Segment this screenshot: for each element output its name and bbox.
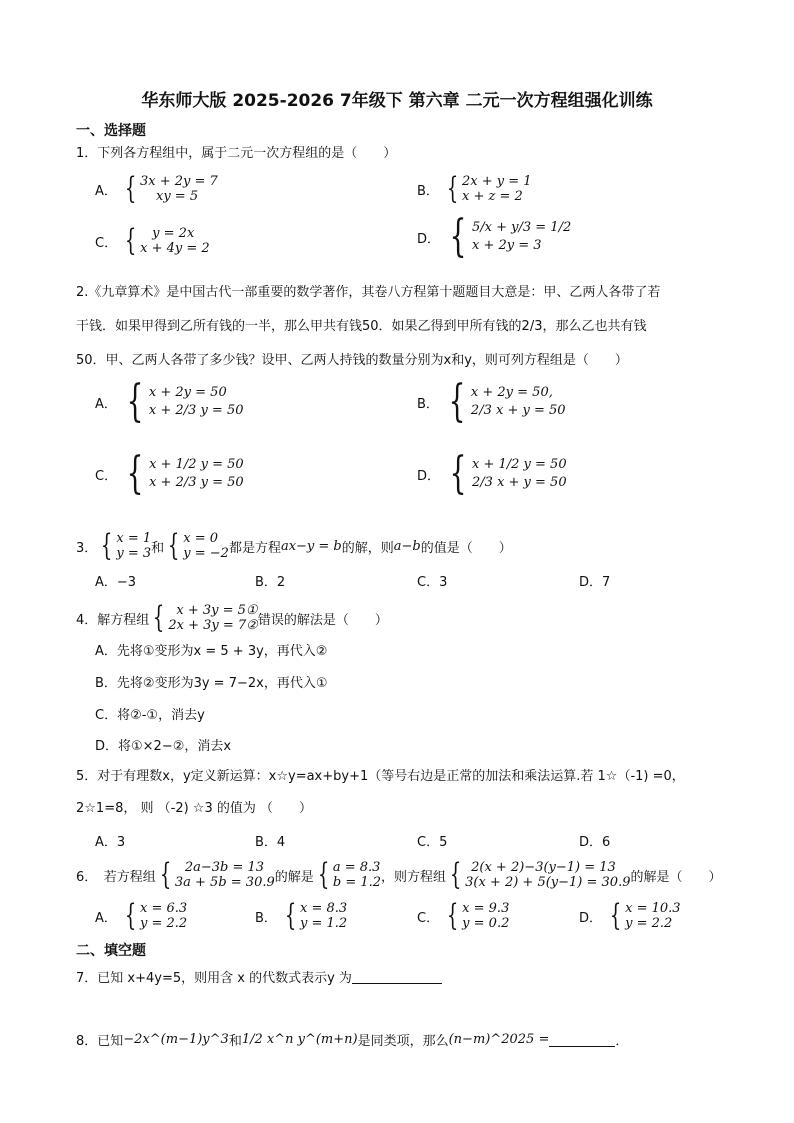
equation: x + 2/3 y = 50 — [149, 475, 244, 490]
question-4-option-b[interactable]: B．先将②变形为3y = 7−2x，再代入① — [95, 676, 328, 691]
question-7 — [76, 967, 442, 986]
option-label: D． — [579, 910, 603, 926]
question-6-option-b[interactable] — [255, 898, 348, 933]
question-2-option-b[interactable] — [417, 376, 566, 427]
brace-icon: { — [284, 898, 297, 933]
question-4-option-d[interactable]: D．将①×2−②，消去x — [95, 739, 232, 754]
question-5-line-2: 2☆1=8， 则 （-2) ☆3 的值为 （ ） — [76, 801, 312, 816]
question-5-option-d[interactable]: D．6 — [579, 835, 611, 850]
equation: y = 0.2 — [462, 916, 510, 931]
stem-text: 的解是（ ） — [630, 869, 722, 885]
question-4-option-a[interactable]: A．先将①变形为x = 5 + 3y，再代入② — [95, 644, 328, 659]
equation: 2x + y = 1 — [462, 174, 532, 189]
equation: a = 8.3 — [332, 860, 381, 875]
brace-icon: { — [449, 857, 462, 892]
stem-text: 错误的解法是（ ） — [257, 612, 388, 628]
question-5-option-b[interactable]: B．4 — [255, 835, 286, 850]
brace-icon: { — [159, 857, 172, 892]
equation: 3(x + 2) + 5(y−1) = 30.9 — [465, 875, 631, 890]
connector-text: 和 — [228, 1034, 242, 1049]
question-5-option-a[interactable]: A．3 — [95, 835, 126, 850]
equation: y = −2 — [183, 546, 229, 561]
question-6-option-c[interactable] — [417, 898, 510, 933]
option-label: D． — [417, 468, 441, 484]
question-2-line-1: 2.《九章算术》是中国古代一部重要的数学著作，其卷八方程第十题题目大意是：甲、乙两人各带了若 — [76, 285, 661, 300]
expression: a−b — [393, 538, 421, 554]
brace-icon: { — [124, 223, 137, 258]
answer-blank[interactable] — [352, 969, 442, 984]
question-4-option-c[interactable]: C．将②-①，消去y — [95, 708, 205, 723]
equation: x = 1 — [116, 531, 152, 546]
equation: x + z = 2 — [462, 189, 523, 204]
question-4-stem — [76, 600, 388, 635]
equation: x = 0 — [183, 531, 219, 546]
equation: y = 1.2 — [300, 916, 348, 931]
brace-icon: { — [167, 528, 180, 563]
brace-icon: { — [153, 600, 165, 635]
equation: x + 1/2 y = 50 — [149, 457, 244, 472]
stem-text: 的值是（ ） — [420, 540, 512, 556]
equation: 2/3 x + y = 50 — [470, 403, 566, 418]
brace-icon: { — [317, 857, 330, 892]
question-6-option-d[interactable] — [579, 898, 681, 933]
equation: x + 2/3 y = 50 — [148, 403, 244, 418]
equation: x = 8.3 — [300, 901, 348, 916]
equation: y = 2x — [152, 226, 195, 241]
equation: y = 3 — [116, 546, 152, 561]
stem-text: 7．已知 x+4y=5，则用含 x 的代数式表示y 为 — [76, 971, 352, 986]
equation: 3a + 5b = 30.9 — [174, 875, 275, 890]
equation: x + 4y = 2 — [140, 241, 210, 256]
brace-icon: { — [448, 376, 466, 427]
question-6-stem — [76, 857, 722, 892]
section-heading-choice: 一、选择题 — [76, 123, 146, 139]
term: −2x^(m−1)y^3 — [123, 1032, 229, 1047]
equation: x + 2y = 50, — [470, 385, 553, 400]
question-2-line-2: 干钱．如果甲得到乙所有钱的一半，那么甲共有钱50．如果乙得到甲所有钱的2/3，那么乙也共有钱 — [76, 319, 647, 334]
equation: 3x + 2y = 7 — [140, 174, 218, 189]
equation: 2a−3b = 13 — [184, 860, 265, 875]
brace-icon: { — [446, 171, 459, 206]
equation: xy = 5 — [156, 189, 199, 204]
stem-text: 是同类项，那么 — [357, 1034, 449, 1049]
equation: 2/3 x + y = 50 — [472, 475, 567, 490]
option-label: C． — [417, 910, 440, 926]
question-number: 3． — [76, 540, 98, 556]
question-3-option-d[interactable]: D．7 — [579, 575, 611, 590]
question-2-line-3: 50．甲、乙两人各带了多少钱？设甲、乙两人持钱的数量分别为x和y，则可列方程组是（ ） — [76, 353, 628, 368]
term: 1/2 x^n y^(m+n) — [241, 1032, 358, 1047]
option-label: D． — [417, 231, 441, 247]
brace-icon: { — [124, 898, 137, 933]
brace-icon: { — [126, 376, 144, 427]
connector-text: 和 — [151, 540, 165, 556]
equation: ax−y = b — [280, 538, 342, 554]
brace-icon: { — [449, 448, 467, 499]
question-3-option-a[interactable]: A．−3 — [95, 575, 137, 590]
equation: 2(x + 2)−3(y−1) = 13 — [471, 860, 616, 875]
expression: (n−m)^2025 = — [448, 1032, 550, 1047]
option-label: C． — [95, 235, 118, 251]
stem-text: 的解，则 — [341, 540, 394, 556]
question-2-option-d[interactable] — [417, 448, 567, 499]
equation: x + 1/2 y = 50 — [472, 457, 567, 472]
stem-text: 都是方程 — [228, 540, 281, 556]
question-8 — [76, 1030, 628, 1049]
question-3-option-c[interactable]: C．3 — [417, 575, 448, 590]
question-6-option-a[interactable] — [95, 898, 188, 933]
question-2-option-c[interactable] — [95, 448, 244, 499]
question-5-option-c[interactable]: C．5 — [417, 835, 448, 850]
brace-icon: { — [101, 528, 113, 563]
option-label: A． — [95, 183, 117, 199]
equation: x + 3y = 5① — [176, 603, 258, 618]
brace-icon: { — [446, 898, 459, 933]
stem-text: 的解是 — [274, 869, 314, 885]
brace-icon: { — [609, 898, 622, 933]
option-label: B． — [417, 396, 439, 412]
equation: 2x + 3y = 7② — [168, 618, 258, 633]
stem-text: 4．解方程组 — [76, 612, 150, 628]
page-title: 华东师大版 2025-2026 7年级下 第六章 二元一次方程组强化训练 — [141, 91, 653, 111]
option-label: A． — [95, 396, 117, 412]
brace-icon: { — [449, 211, 467, 262]
equation: x + 2y = 50 — [148, 385, 227, 400]
equation: x = 10.3 — [625, 901, 681, 916]
option-label: A． — [95, 910, 117, 926]
question-1-option-d[interactable] — [417, 211, 572, 262]
option-label: B． — [255, 910, 277, 926]
equation: y = 2.2 — [625, 916, 673, 931]
equation: y = 2.2 — [140, 916, 188, 931]
brace-icon: { — [124, 171, 137, 206]
question-1-option-a[interactable] — [95, 171, 218, 206]
equation: x = 6.3 — [140, 901, 188, 916]
option-label: C． — [95, 468, 118, 484]
question-1-option-c[interactable] — [95, 223, 210, 258]
stem-text: 8．已知 — [76, 1034, 124, 1049]
stem-text: ． — [615, 1034, 629, 1049]
brace-icon: { — [126, 448, 144, 499]
stem-text: ，则方程组 — [381, 869, 447, 885]
option-label: B． — [417, 183, 439, 199]
question-3-stem — [76, 528, 512, 563]
question-1-option-b[interactable] — [417, 171, 532, 206]
section-heading-fill: 二、填空题 — [76, 943, 146, 959]
stem-text: 6． 若方程组 — [76, 869, 156, 885]
question-1-stem: 1．下列各方程组中，属于二元一次方程组的是（ ） — [76, 146, 397, 161]
question-3-option-b[interactable]: B．2 — [255, 575, 286, 590]
question-5-line-1: 5．对于有理数x，y定义新运算：x☆y=ax+by+1（等号右边是正常的加法和乘法运算.若 1☆（-1) =0， — [76, 769, 685, 784]
equation: x + 2y = 3 — [472, 238, 542, 253]
equation: x = 9.3 — [462, 901, 510, 916]
equation: 5/x + y/3 = 1/2 — [472, 220, 572, 235]
equation: b = 1.2 — [332, 875, 382, 890]
question-2-option-a[interactable] — [95, 376, 244, 427]
answer-blank[interactable] — [549, 1032, 615, 1047]
